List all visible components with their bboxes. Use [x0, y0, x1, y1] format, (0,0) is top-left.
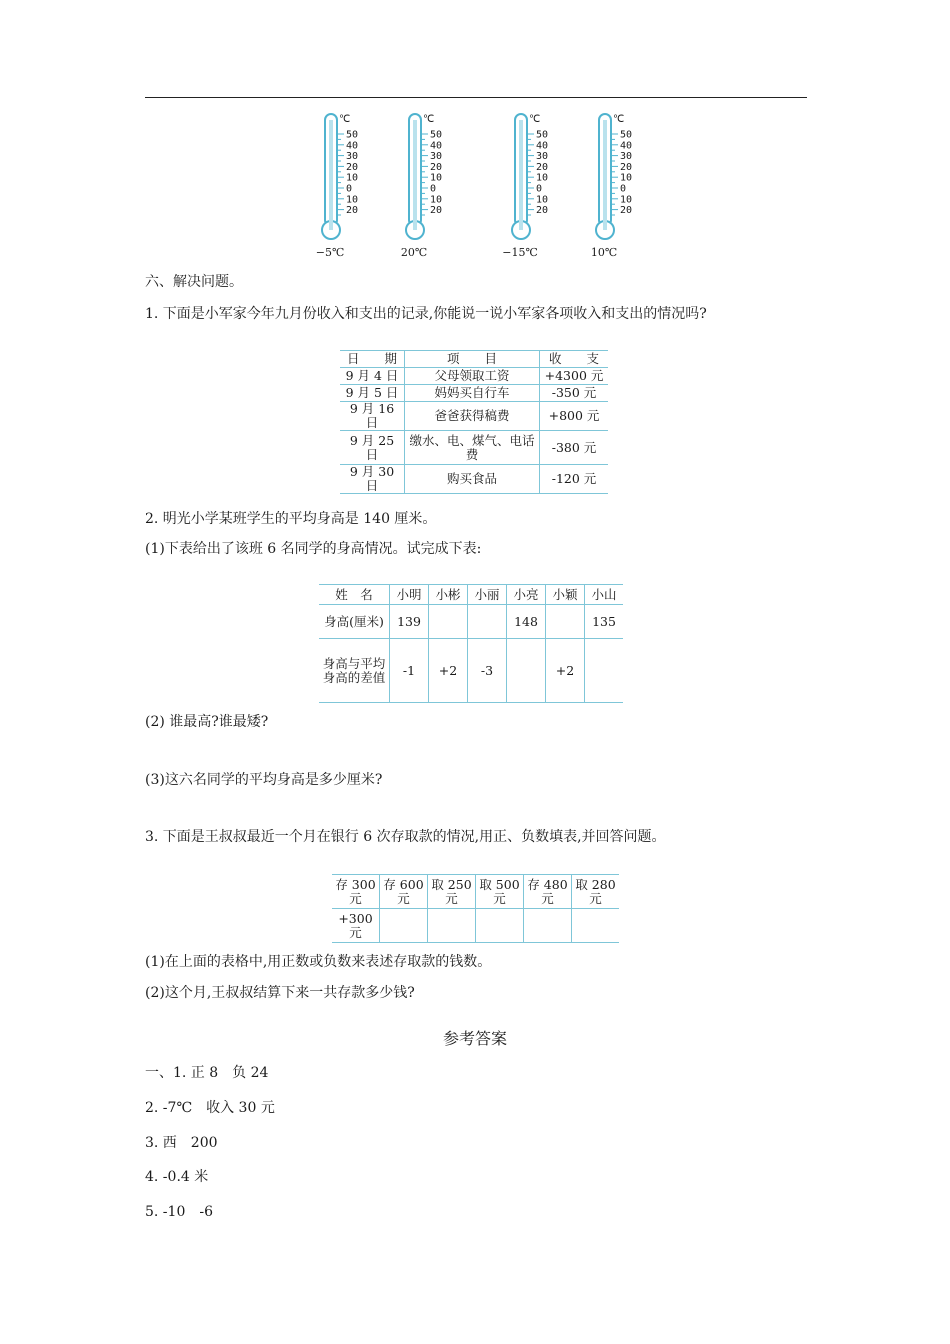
thermometer-icon [574, 108, 654, 248]
table-cell: 139 [390, 605, 429, 639]
scale-label: 10 [346, 172, 359, 184]
scale-label: 40 [536, 140, 549, 152]
scale-label: 20 [346, 205, 359, 217]
table-cell[interactable] [429, 605, 468, 639]
table-header: 姓 名 [319, 585, 390, 605]
table-cell: 妈妈买自行车 [405, 385, 540, 402]
thermometer [300, 108, 380, 268]
table-cell[interactable] [546, 605, 585, 639]
scale-label: 10 [536, 194, 549, 206]
table-row [319, 605, 623, 639]
table-header-row [340, 351, 608, 368]
table-row [340, 385, 608, 402]
table-header: 收 支 [540, 351, 609, 368]
table-header: 取 280 元 [572, 875, 620, 909]
table-header: 取 500 元 [476, 875, 524, 909]
table-cell[interactable] [572, 909, 620, 943]
scale-label: 30 [346, 151, 359, 163]
scale-label: 50 [620, 129, 633, 141]
table-cell[interactable] [585, 639, 624, 703]
answer-line: 一、1. 正 8 负 24 [145, 1065, 269, 1081]
answers-title: 参考答案 [442, 1029, 507, 1048]
table-cell: 9 月 16 日 [340, 402, 405, 431]
table-cell: -350 元 [540, 385, 609, 402]
thermometer-caption: −5℃ [315, 246, 345, 259]
scale-label: 30 [536, 151, 549, 163]
table-cell: +2 [546, 639, 585, 703]
thermometer-icon [300, 108, 380, 248]
question-3-1: (1)在上面的表格中,用正数或负数来表述存取款的钱数。 [145, 954, 492, 970]
table-header: 取 250 元 [428, 875, 476, 909]
scale-label: 20 [620, 161, 633, 173]
scale-label: 40 [620, 140, 633, 152]
answer-line: 5. -10 -6 [145, 1204, 213, 1220]
scale-label: 20 [430, 205, 443, 217]
table-row [340, 465, 608, 494]
scale-label: 20 [536, 161, 549, 173]
table-header: 日 期 [340, 351, 405, 368]
thermometer-group [300, 108, 660, 268]
table-header: 小亮 [507, 585, 546, 605]
table-cell[interactable] [468, 605, 507, 639]
table-header: 存 300 元 [332, 875, 380, 909]
table-header: 小山 [585, 585, 624, 605]
table-header: 存 480 元 [524, 875, 572, 909]
scale-label: 20 [620, 205, 633, 217]
table-cell[interactable] [380, 909, 428, 943]
table-cell: +2 [429, 639, 468, 703]
unit-label: ℃ [339, 114, 351, 125]
scale-label: 50 [536, 129, 549, 141]
scale-label: 20 [346, 161, 359, 173]
unit-label: ℃ [529, 114, 541, 125]
table-header: 小丽 [468, 585, 507, 605]
question-3: 3. 下面是王叔叔最近一个月在银行 6 次存取款的情况,用正、负数填表,并回答问题。 [145, 829, 666, 845]
scale-label: 20 [536, 205, 549, 217]
table-cell: +300 元 [332, 909, 380, 943]
scale-label: 30 [620, 151, 633, 163]
question-2-2: (2) 谁最高?谁最矮? [145, 714, 269, 730]
table-header-row [319, 585, 623, 605]
thermometer-caption: 10℃ [590, 246, 618, 259]
answer-line: 2. -7℃ 收入 30 元 [145, 1100, 275, 1116]
thermometer-icon [490, 108, 570, 248]
scale-label: 40 [430, 140, 443, 152]
table-cell[interactable] [476, 909, 524, 943]
unit-label: ℃ [613, 114, 625, 125]
answer-line: 4. -0.4 米 [145, 1169, 209, 1185]
scale-label: 10 [620, 172, 633, 184]
question-1: 1. 下面是小军家今年九月份收入和支出的记录,你能说一说小军家各项收入和支出的情况吗? [145, 306, 707, 322]
table-row [319, 639, 623, 703]
table-cell: 9 月 25 日 [340, 431, 405, 465]
table-row [340, 368, 608, 385]
scale-label: 0 [536, 183, 543, 195]
question-3-2: (2)这个月,王叔叔结算下来一共存款多少钱? [145, 985, 415, 1001]
answer-line: 3. 西 200 [145, 1135, 218, 1151]
table-header: 项 目 [405, 351, 540, 368]
scale-label: 50 [346, 129, 359, 141]
scale-label: 10 [620, 194, 633, 206]
scale-label: 10 [430, 172, 443, 184]
table-cell: -380 元 [540, 431, 609, 465]
table-row [340, 402, 608, 431]
thermometer [490, 108, 570, 268]
question-2: 2. 明光小学某班学生的平均身高是 140 厘米。 [145, 511, 437, 527]
thermometer-icon [384, 108, 464, 248]
scale-label: 0 [430, 183, 437, 195]
section-title: 六、解决问题。 [145, 274, 243, 290]
top-rule [145, 97, 807, 98]
unit-label: ℃ [423, 114, 435, 125]
table-cell: 购买食品 [405, 465, 540, 494]
scale-label: 10 [536, 172, 549, 184]
scale-label: 10 [346, 194, 359, 206]
scale-label: 10 [430, 194, 443, 206]
table-cell: -3 [468, 639, 507, 703]
thermometer [384, 108, 464, 268]
table-cell: 9 月 30 日 [340, 465, 405, 494]
row-label: 身高(厘米) [319, 605, 390, 639]
deposit-table [332, 874, 619, 943]
table-cell: -120 元 [540, 465, 609, 494]
table-cell: +800 元 [540, 402, 609, 431]
thermometer [574, 108, 654, 268]
table-cell: 9 月 5 日 [340, 385, 405, 402]
table-cell: 148 [507, 605, 546, 639]
table-cell: 9 月 4 日 [340, 368, 405, 385]
scale-label: 20 [430, 161, 443, 173]
table-cell: 135 [585, 605, 624, 639]
question-2-3: (3)这六名同学的平均身高是多少厘米? [145, 772, 383, 788]
table-cell: -1 [390, 639, 429, 703]
table-cell[interactable] [507, 639, 546, 703]
table-cell: 缴水、电、煤气、电话费 [405, 431, 540, 465]
scale-label: 30 [430, 151, 443, 163]
table-header-row [332, 875, 619, 909]
table-header: 存 600 元 [380, 875, 428, 909]
table-cell[interactable] [428, 909, 476, 943]
table-header: 小明 [390, 585, 429, 605]
table-cell[interactable] [524, 909, 572, 943]
table-row [332, 909, 619, 943]
table-cell: 父母领取工资 [405, 368, 540, 385]
row-label: 身高与平均身高的差值 [319, 639, 390, 703]
table-header: 小颖 [546, 585, 585, 605]
scale-label: 50 [430, 129, 443, 141]
table-cell: +4300 元 [540, 368, 609, 385]
income-expense-table [340, 350, 608, 494]
question-2-1: (1)下表给出了该班 6 名同学的身高情况。试完成下表: [145, 541, 482, 557]
scale-label: 0 [346, 183, 353, 195]
thermometer-caption: 20℃ [400, 246, 428, 259]
height-table [319, 584, 623, 703]
thermometer-caption: −15℃ [502, 246, 538, 259]
scale-label: 0 [620, 183, 627, 195]
scale-label: 40 [346, 140, 359, 152]
table-cell: 爸爸获得稿费 [405, 402, 540, 431]
table-row [340, 431, 608, 465]
table-header: 小彬 [429, 585, 468, 605]
